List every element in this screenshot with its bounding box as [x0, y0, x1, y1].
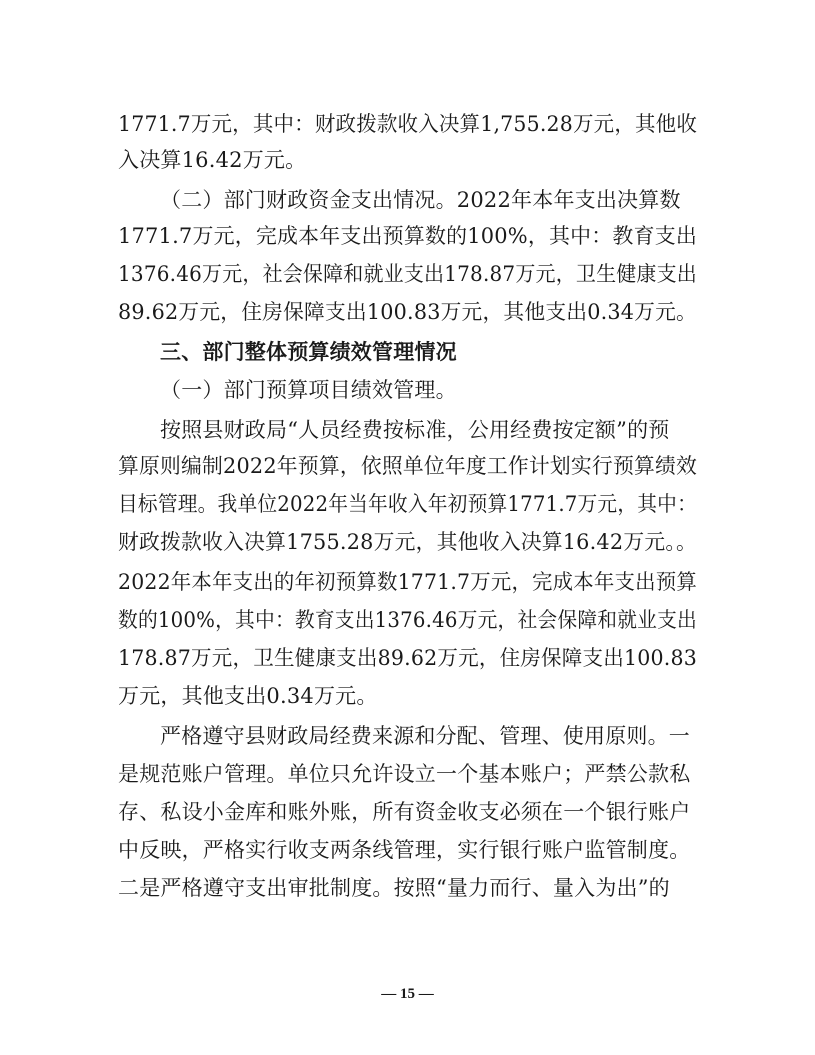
line-text: 1771.7万元，完成本年支出预算数的100%，其中：教育支出: [118, 224, 697, 248]
line-text: 算原则编制2022年预算，依照单位年度工作计划实行预算绩效: [118, 454, 697, 478]
page-number: — 15 —: [381, 986, 434, 1002]
line-text: 数的100%，其中：教育支出1376.46万元，社会保障和就业支出: [118, 608, 697, 632]
line-text: 目标管理。我单位2022年当年收入年初预算1771.7万元，其中：: [118, 492, 697, 516]
line-text: 万元，其他支出0.34万元。: [118, 684, 378, 708]
line-text: 1376.46万元，社会保障和就业支出178.87万元，卫生健康支出: [118, 262, 697, 286]
line-text: 严格遵守县财政局经费来源和分配、管理、使用原则。一: [160, 724, 690, 748]
line-text: 按照县财政局“人员经费按标准，公用经费按定额”的预: [160, 418, 670, 442]
line-text: （二）部门财政资金支出情况。2022年本年支出决算数: [160, 188, 681, 212]
section-heading-text: 三、部门整体预算绩效管理情况: [160, 340, 457, 364]
line-text: 178.87万元，卫生健康支出89.62万元，住房保障支出100.83: [118, 646, 697, 670]
line-text: 存、私设小金库和账外账，所有资金收支必须在一个银行账户: [118, 800, 691, 824]
line-text: 是规范账户管理。单位只允许设立一个基本账户；严禁公款私: [118, 762, 691, 786]
line-text: （一）部门预算项目绩效管理。: [160, 378, 457, 402]
line-text: 2022年本年支出的年初预算数1771.7万元，完成本年支出预算: [118, 570, 698, 594]
line-text: 89.62万元，住房保障支出100.83万元，其他支出0.34万元。: [118, 300, 698, 324]
line-text: 财政拨款收入决算1755.28万元，其他收入决算16.42万元。。: [118, 530, 697, 554]
line-text: 中反映，严格实行收支两条线管理，实行银行账户监管制度。: [118, 838, 691, 862]
line-text: 入决算16.42万元。: [118, 148, 307, 172]
line-text: 二是严格遵守支出审批制度。按照“量力而行、量入为出”的: [118, 876, 670, 900]
line-text: 1771.7万元，其中：财政拨款收入决算1,755.28万元，其他收: [118, 112, 698, 136]
